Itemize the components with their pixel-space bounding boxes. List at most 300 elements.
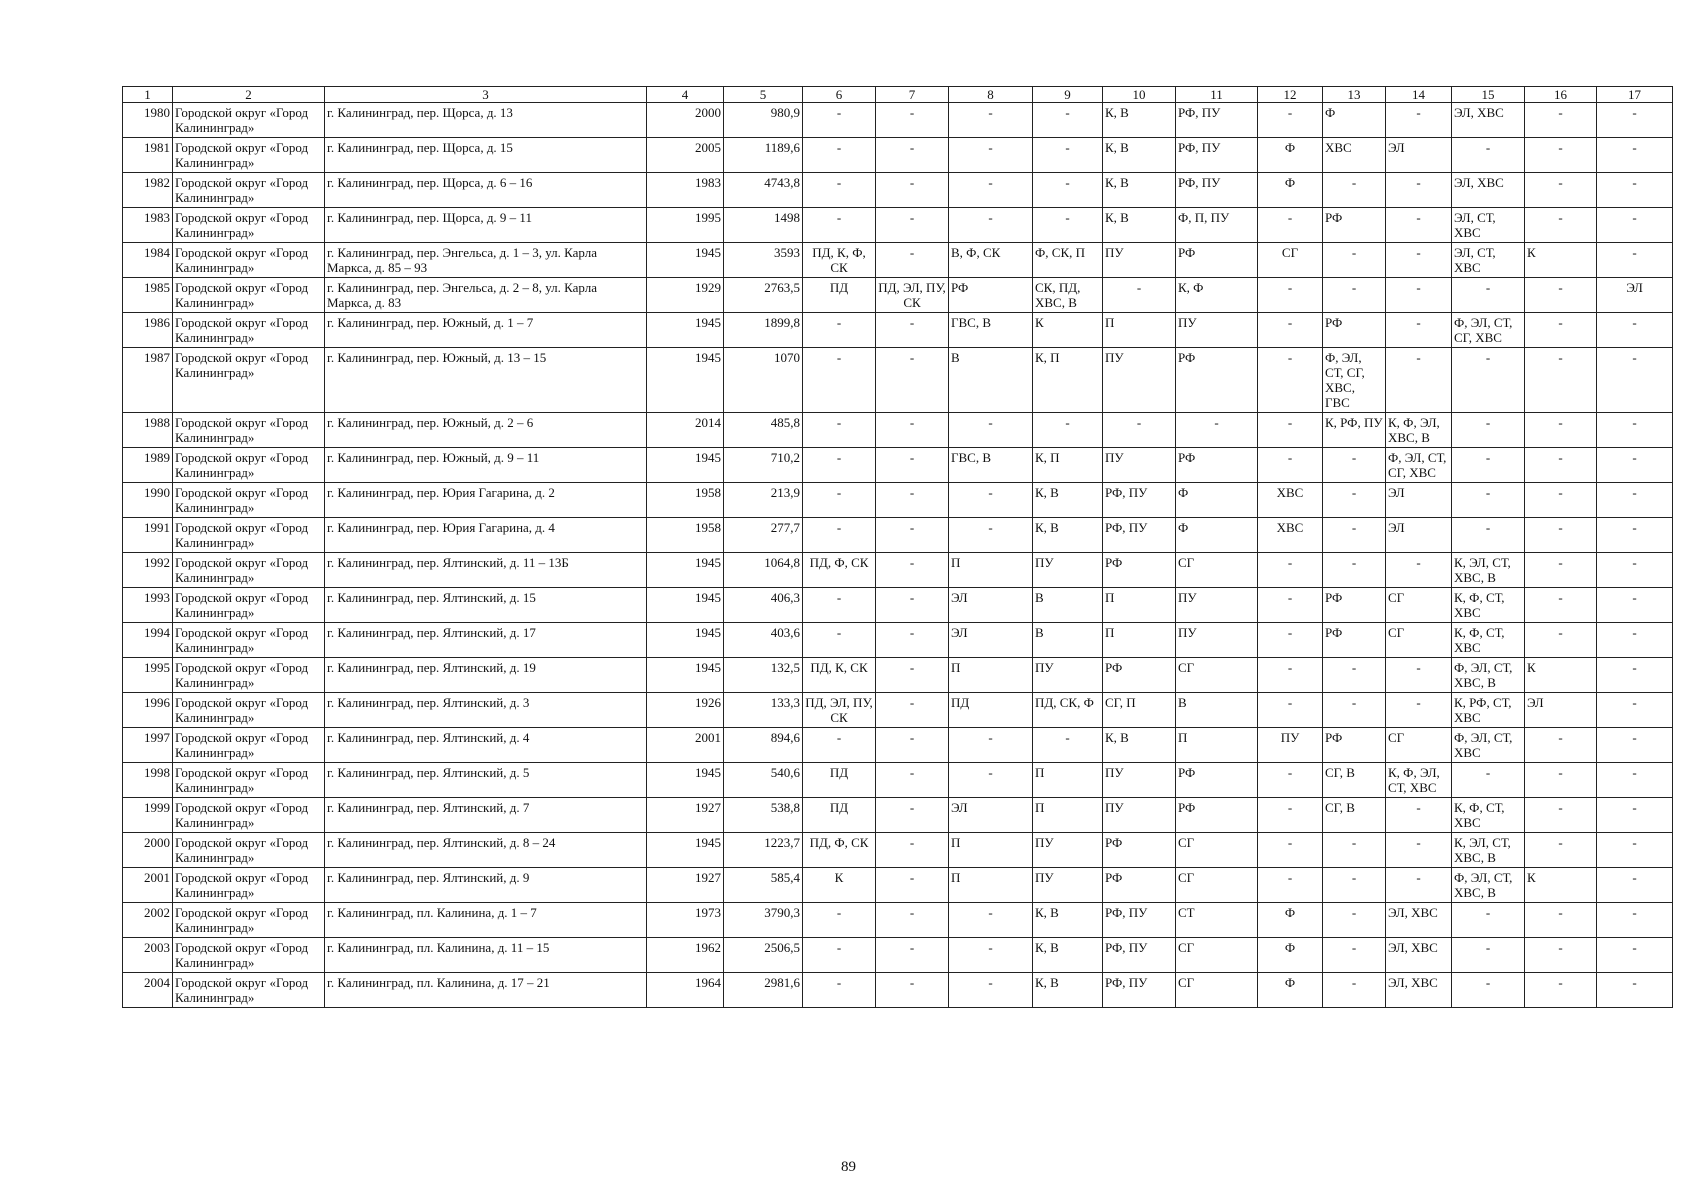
table-cell: 1064,8 <box>724 553 803 588</box>
column-header: 17 <box>1597 87 1673 103</box>
table-cell: ПД, К, Ф, СК <box>803 243 876 278</box>
table-cell: Городской округ «Город Калининград» <box>173 938 325 973</box>
table-cell: - <box>949 518 1033 553</box>
table-cell: - <box>876 763 949 798</box>
table-cell: - <box>1525 208 1597 243</box>
column-header: 16 <box>1525 87 1597 103</box>
table-cell: - <box>1323 483 1386 518</box>
table-cell: К, Ф, ЭЛ, СТ, ХВС <box>1386 763 1452 798</box>
table-cell: СГ <box>1258 243 1323 278</box>
table-cell: Городской округ «Город Калининград» <box>173 693 325 728</box>
table-cell: Городской округ «Город Калининград» <box>173 208 325 243</box>
table-cell: - <box>1323 868 1386 903</box>
table-cell: - <box>1258 868 1323 903</box>
table-cell: ЭЛ, ХВС <box>1386 973 1452 1008</box>
table-cell: - <box>1386 833 1452 868</box>
table-cell: - <box>949 173 1033 208</box>
table-row <box>123 348 1673 413</box>
table-cell: Городской округ «Город Калининград» <box>173 868 325 903</box>
table-cell: - <box>876 348 949 413</box>
table-row <box>123 973 1673 1008</box>
table-cell: - <box>1452 903 1525 938</box>
table-cell: 1945 <box>647 833 724 868</box>
table-cell: ЭЛ <box>949 623 1033 658</box>
table-cell: Городской округ «Город Калининград» <box>173 243 325 278</box>
table-cell: - <box>1258 623 1323 658</box>
table-cell: - <box>1323 173 1386 208</box>
table-cell: 1945 <box>647 553 724 588</box>
table-cell: 1993 <box>123 588 173 623</box>
table-cell: К, В <box>1033 938 1103 973</box>
table-cell: 1958 <box>647 483 724 518</box>
table-cell: - <box>1323 553 1386 588</box>
table-cell: 2001 <box>123 868 173 903</box>
table-cell: ХВС <box>1258 483 1323 518</box>
table-cell: - <box>1452 973 1525 1008</box>
table-cell: К, В <box>1033 483 1103 518</box>
table-cell: г. Калининград, пер. Ялтинский, д. 3 <box>325 693 647 728</box>
table-cell: 1927 <box>647 798 724 833</box>
table-cell: 1998 <box>123 763 173 798</box>
column-header: 3 <box>325 87 647 103</box>
table-cell: - <box>1452 483 1525 518</box>
table-cell: В <box>1033 588 1103 623</box>
table-cell: СГ <box>1176 553 1258 588</box>
table-cell: - <box>1452 448 1525 483</box>
table-cell: 1498 <box>724 208 803 243</box>
table-cell: 1999 <box>123 798 173 833</box>
table-cell: - <box>876 588 949 623</box>
table-cell: г. Калининград, пер. Ялтинский, д. 5 <box>325 763 647 798</box>
table-cell: ЭЛ, ХВС <box>1386 938 1452 973</box>
table-row <box>123 448 1673 483</box>
table-cell: - <box>1597 798 1673 833</box>
table-cell: - <box>876 413 949 448</box>
table-cell: - <box>1103 278 1176 313</box>
table-cell: - <box>1323 518 1386 553</box>
table-cell: Ф, ЭЛ, СТ, ХВС, В <box>1452 868 1525 903</box>
column-header: 11 <box>1176 87 1258 103</box>
table-cell: - <box>876 798 949 833</box>
table-cell: ПУ <box>1033 868 1103 903</box>
table-cell: ПУ <box>1033 658 1103 693</box>
table-cell: РФ, ПУ <box>1176 138 1258 173</box>
table-cell: СГ, П <box>1103 693 1176 728</box>
table-cell: Ф <box>1176 518 1258 553</box>
table-row <box>123 413 1673 448</box>
table-cell: - <box>1258 658 1323 693</box>
table-cell: - <box>1323 938 1386 973</box>
column-header: 8 <box>949 87 1033 103</box>
table-cell: Ф, П, ПУ <box>1176 208 1258 243</box>
table-cell: - <box>1525 278 1597 313</box>
table-cell: - <box>949 103 1033 138</box>
table-cell: - <box>1597 553 1673 588</box>
header-row <box>123 87 1673 103</box>
table-cell: 3790,3 <box>724 903 803 938</box>
table-cell: 1223,7 <box>724 833 803 868</box>
table-row <box>123 798 1673 833</box>
table-cell: - <box>1525 313 1597 348</box>
table-row <box>123 278 1673 313</box>
table-cell: 406,3 <box>724 588 803 623</box>
table-cell: СГ <box>1176 938 1258 973</box>
table-cell: - <box>1525 728 1597 763</box>
table-cell: ПД, СК, Ф <box>1033 693 1103 728</box>
table-cell: 2005 <box>647 138 724 173</box>
table-cell: - <box>1323 658 1386 693</box>
table-cell: - <box>876 833 949 868</box>
table-cell: К, ЭЛ, СТ, ХВС, В <box>1452 553 1525 588</box>
table-cell: К, В <box>1103 208 1176 243</box>
table-cell: - <box>949 413 1033 448</box>
data-table <box>122 86 1673 1008</box>
table-cell: - <box>876 103 949 138</box>
table-cell: Ф <box>1258 138 1323 173</box>
table-cell: СГ <box>1386 728 1452 763</box>
column-header: 2 <box>173 87 325 103</box>
table-cell: - <box>1258 313 1323 348</box>
table-cell: - <box>1386 173 1452 208</box>
table-cell: г. Калининград, пер. Щорса, д. 6 – 16 <box>325 173 647 208</box>
table-cell: 133,3 <box>724 693 803 728</box>
table-cell: 1986 <box>123 313 173 348</box>
table-cell: Городской округ «Город Калининград» <box>173 833 325 868</box>
table-cell: 1945 <box>647 243 724 278</box>
table-cell: - <box>803 938 876 973</box>
table-cell: РФ <box>1323 588 1386 623</box>
table-cell: ПД <box>949 693 1033 728</box>
table-cell: К, В <box>1033 903 1103 938</box>
table-cell: 1984 <box>123 243 173 278</box>
table-cell: К, В <box>1103 173 1176 208</box>
table-cell: 2003 <box>123 938 173 973</box>
table-cell: 1189,6 <box>724 138 803 173</box>
table-cell: - <box>1452 413 1525 448</box>
table-cell: г. Калининград, пер. Энгельса, д. 1 – 3, ул. Карла Маркса, д. 85 – 93 <box>325 243 647 278</box>
table-cell: - <box>1323 973 1386 1008</box>
table-cell: - <box>876 728 949 763</box>
table-cell: - <box>1386 243 1452 278</box>
table-cell: - <box>876 973 949 1008</box>
table-cell: РФ, ПУ <box>1103 938 1176 973</box>
table-cell: К, Ф, СТ, ХВС <box>1452 623 1525 658</box>
table-cell: г. Калининград, пл. Калинина, д. 17 – 21 <box>325 973 647 1008</box>
table-cell: 1958 <box>647 518 724 553</box>
table-cell: - <box>1323 833 1386 868</box>
table-cell: - <box>803 728 876 763</box>
table-cell: ПУ <box>1103 348 1176 413</box>
table-cell: - <box>949 938 1033 973</box>
table-cell: 1945 <box>647 763 724 798</box>
table-cell: Городской округ «Город Калининград» <box>173 623 325 658</box>
table-cell: - <box>1452 138 1525 173</box>
table-cell: 2014 <box>647 413 724 448</box>
table-cell: К, В <box>1103 138 1176 173</box>
table-cell: - <box>1258 553 1323 588</box>
page-number: 89 <box>841 1159 856 1175</box>
table-cell: - <box>1386 693 1452 728</box>
column-header: 9 <box>1033 87 1103 103</box>
table-cell: 1070 <box>724 348 803 413</box>
table-cell: ПУ <box>1176 313 1258 348</box>
table-cell: ЭЛ <box>1525 693 1597 728</box>
table-cell: - <box>1597 588 1673 623</box>
table-row <box>123 313 1673 348</box>
table-cell: 1945 <box>647 313 724 348</box>
table-cell: ПД, ЭЛ, ПУ, СК <box>803 693 876 728</box>
table-cell: - <box>1525 553 1597 588</box>
table-cell: 980,9 <box>724 103 803 138</box>
table-cell: ПД, ЭЛ, ПУ, СК <box>876 278 949 313</box>
table-cell: - <box>876 623 949 658</box>
table-cell: ПУ <box>1176 623 1258 658</box>
table-cell: РФ <box>1176 448 1258 483</box>
table-cell: Городской округ «Город Калининград» <box>173 798 325 833</box>
table-cell: К, П <box>1033 348 1103 413</box>
table-cell: - <box>803 103 876 138</box>
table-cell: - <box>1597 763 1673 798</box>
table-cell: ЭЛ, СТ, ХВС <box>1452 208 1525 243</box>
table-cell: - <box>1176 413 1258 448</box>
table-cell: ГВС, В <box>949 448 1033 483</box>
table-cell: - <box>949 483 1033 518</box>
table-cell: - <box>1597 348 1673 413</box>
table-cell: 2506,5 <box>724 938 803 973</box>
table-cell: - <box>1597 658 1673 693</box>
table-cell: Городской округ «Город Калининград» <box>173 518 325 553</box>
column-header: 6 <box>803 87 876 103</box>
table-cell: - <box>1258 588 1323 623</box>
table-cell: - <box>1597 728 1673 763</box>
table-cell: - <box>949 208 1033 243</box>
table-cell: РФ <box>1103 868 1176 903</box>
table-cell: ПД <box>803 763 876 798</box>
table-cell: П <box>1033 763 1103 798</box>
table-cell: К, В <box>1103 103 1176 138</box>
table-cell: РФ <box>1323 208 1386 243</box>
table-cell: В <box>1176 693 1258 728</box>
table-cell: - <box>1386 658 1452 693</box>
table-row <box>123 728 1673 763</box>
table-cell: - <box>876 693 949 728</box>
table-cell: 1964 <box>647 973 724 1008</box>
table-cell: г. Калининград, пл. Калинина, д. 1 – 7 <box>325 903 647 938</box>
table-cell: - <box>876 903 949 938</box>
table-cell: 1945 <box>647 348 724 413</box>
table-cell: П <box>1176 728 1258 763</box>
table-cell: 1995 <box>647 208 724 243</box>
table-cell: г. Калининград, пер. Ялтинский, д. 17 <box>325 623 647 658</box>
table-cell: ЭЛ <box>1386 138 1452 173</box>
table-cell: 403,6 <box>724 623 803 658</box>
table-cell: - <box>876 938 949 973</box>
table-cell: ЭЛ <box>949 798 1033 833</box>
table-cell: 4743,8 <box>724 173 803 208</box>
table-cell: СГ <box>1176 868 1258 903</box>
table-cell: - <box>1258 208 1323 243</box>
table-cell: - <box>1525 173 1597 208</box>
table-cell: ЭЛ <box>1386 483 1452 518</box>
table-cell: - <box>1525 348 1597 413</box>
table-cell: - <box>1258 413 1323 448</box>
table-cell: Городской округ «Город Калининград» <box>173 103 325 138</box>
table-cell: ЭЛ <box>1386 518 1452 553</box>
table-cell: - <box>1452 763 1525 798</box>
table-cell: ПД, Ф, СК <box>803 553 876 588</box>
table-cell: - <box>1258 798 1323 833</box>
table-cell: 1927 <box>647 868 724 903</box>
table-cell: ПД <box>803 798 876 833</box>
column-header: 7 <box>876 87 949 103</box>
table-cell: СГ, В <box>1323 763 1386 798</box>
table-cell: 2002 <box>123 903 173 938</box>
table-cell: ПУ <box>1176 588 1258 623</box>
table-cell: - <box>803 973 876 1008</box>
table-cell: - <box>949 763 1033 798</box>
table-cell: - <box>1323 448 1386 483</box>
table-cell: Ф <box>1176 483 1258 518</box>
table-cell: г. Калининград, пер. Ялтинский, д. 11 – 13Б <box>325 553 647 588</box>
table-cell: 1995 <box>123 658 173 693</box>
column-header: 10 <box>1103 87 1176 103</box>
table-cell: - <box>876 868 949 903</box>
table-cell: К, В <box>1103 728 1176 763</box>
table-cell: - <box>1033 208 1103 243</box>
table-cell: - <box>1597 903 1673 938</box>
table-cell: РФ, ПУ <box>1103 903 1176 938</box>
table-cell: - <box>803 448 876 483</box>
table-cell: Ф, СК, П <box>1033 243 1103 278</box>
table-cell: ХВС <box>1323 138 1386 173</box>
table-cell: - <box>1452 278 1525 313</box>
table-cell: - <box>1525 763 1597 798</box>
table-cell: - <box>1597 483 1673 518</box>
table-row <box>123 103 1673 138</box>
table-cell: 1994 <box>123 623 173 658</box>
table-cell: - <box>803 903 876 938</box>
table-cell: 1983 <box>647 173 724 208</box>
table-cell: РФ <box>1103 658 1176 693</box>
table-cell: - <box>1258 103 1323 138</box>
table-cell: Ф, ЭЛ, СТ, СГ, ХВС <box>1386 448 1452 483</box>
table-cell: РФ, ПУ <box>1103 973 1176 1008</box>
table-cell: 2981,6 <box>724 973 803 1008</box>
table-cell: - <box>1386 313 1452 348</box>
table-cell: РФ <box>1103 553 1176 588</box>
table-cell: - <box>949 903 1033 938</box>
table-cell: СГ <box>1176 833 1258 868</box>
table-cell: г. Калининград, пер. Ялтинский, д. 4 <box>325 728 647 763</box>
table-cell: г. Калининград, пер. Щорса, д. 9 – 11 <box>325 208 647 243</box>
table-cell: - <box>876 173 949 208</box>
table-cell: - <box>1525 413 1597 448</box>
table-cell: Городской округ «Город Калининград» <box>173 413 325 448</box>
table-cell: ПУ <box>1103 448 1176 483</box>
table-cell: 1991 <box>123 518 173 553</box>
table-cell: - <box>1597 413 1673 448</box>
table-cell: 1945 <box>647 658 724 693</box>
table-cell: - <box>1103 413 1176 448</box>
table-cell: 710,2 <box>724 448 803 483</box>
table-cell: К, РФ, ПУ <box>1323 413 1386 448</box>
table-cell: Городской округ «Город Калининград» <box>173 348 325 413</box>
table-cell: - <box>876 448 949 483</box>
table-cell: - <box>1033 138 1103 173</box>
table-cell: - <box>1258 448 1323 483</box>
table-cell: г. Калининград, пер. Ялтинский, д. 9 <box>325 868 647 903</box>
table-cell: - <box>1323 693 1386 728</box>
table-cell: РФ <box>949 278 1033 313</box>
table-cell: П <box>949 833 1033 868</box>
table-cell: К, П <box>1033 448 1103 483</box>
table-cell: - <box>1525 833 1597 868</box>
table-cell: - <box>803 518 876 553</box>
table-cell: - <box>1525 623 1597 658</box>
table-cell: г. Калининград, пер. Южный, д. 9 – 11 <box>325 448 647 483</box>
table-cell: - <box>1033 728 1103 763</box>
table-cell: Городской округ «Город Калининград» <box>173 588 325 623</box>
table-cell: 585,4 <box>724 868 803 903</box>
table-cell: К <box>1525 868 1597 903</box>
table-cell: г. Калининград, пер. Ялтинский, д. 7 <box>325 798 647 833</box>
table-cell: - <box>1386 868 1452 903</box>
table-cell: К, РФ, СТ, ХВС <box>1452 693 1525 728</box>
table-cell: г. Калининград, пер. Юрия Гагарина, д. 2 <box>325 483 647 518</box>
table-cell: ПУ <box>1033 553 1103 588</box>
table-cell: г. Калининград, пер. Южный, д. 1 – 7 <box>325 313 647 348</box>
table-cell: - <box>803 173 876 208</box>
table-cell: Городской округ «Город Калининград» <box>173 448 325 483</box>
table-cell: ЭЛ <box>949 588 1033 623</box>
table-cell: ПУ <box>1033 833 1103 868</box>
table-cell: К <box>1525 243 1597 278</box>
table-cell: - <box>1597 833 1673 868</box>
table-cell: - <box>1033 413 1103 448</box>
table-cell: РФ, ПУ <box>1176 173 1258 208</box>
table-cell: РФ <box>1176 348 1258 413</box>
table-cell: - <box>876 313 949 348</box>
table-cell: - <box>1525 483 1597 518</box>
table-cell: 1987 <box>123 348 173 413</box>
table-cell: - <box>949 973 1033 1008</box>
table-cell: РФ, ПУ <box>1103 518 1176 553</box>
table-cell: - <box>803 208 876 243</box>
table-cell: г. Калининград, пер. Ялтинский, д. 19 <box>325 658 647 693</box>
table-cell: К, Ф, ЭЛ, ХВС, В <box>1386 413 1452 448</box>
table-cell: 2000 <box>123 833 173 868</box>
table-cell: - <box>803 588 876 623</box>
table-cell: П <box>1103 623 1176 658</box>
table-cell: ЭЛ, ХВС <box>1452 173 1525 208</box>
table-cell: СК, ПД, ХВС, В <box>1033 278 1103 313</box>
table-cell: г. Калининград, пер. Ялтинский, д. 15 <box>325 588 647 623</box>
table-row <box>123 658 1673 693</box>
table-cell: 1989 <box>123 448 173 483</box>
table-cell: 1982 <box>123 173 173 208</box>
table-cell: - <box>1386 798 1452 833</box>
table-cell: К, В <box>1033 518 1103 553</box>
table-cell: РФ <box>1176 798 1258 833</box>
table-cell: - <box>876 483 949 518</box>
table-cell: Ф <box>1258 173 1323 208</box>
table-cell: ПУ <box>1258 728 1323 763</box>
table-cell: Ф, ЭЛ, СТ, СГ, ХВС, ГВС <box>1323 348 1386 413</box>
table-cell: - <box>1525 103 1597 138</box>
table-cell: - <box>1386 208 1452 243</box>
table-row <box>123 208 1673 243</box>
table-cell: В <box>1033 623 1103 658</box>
